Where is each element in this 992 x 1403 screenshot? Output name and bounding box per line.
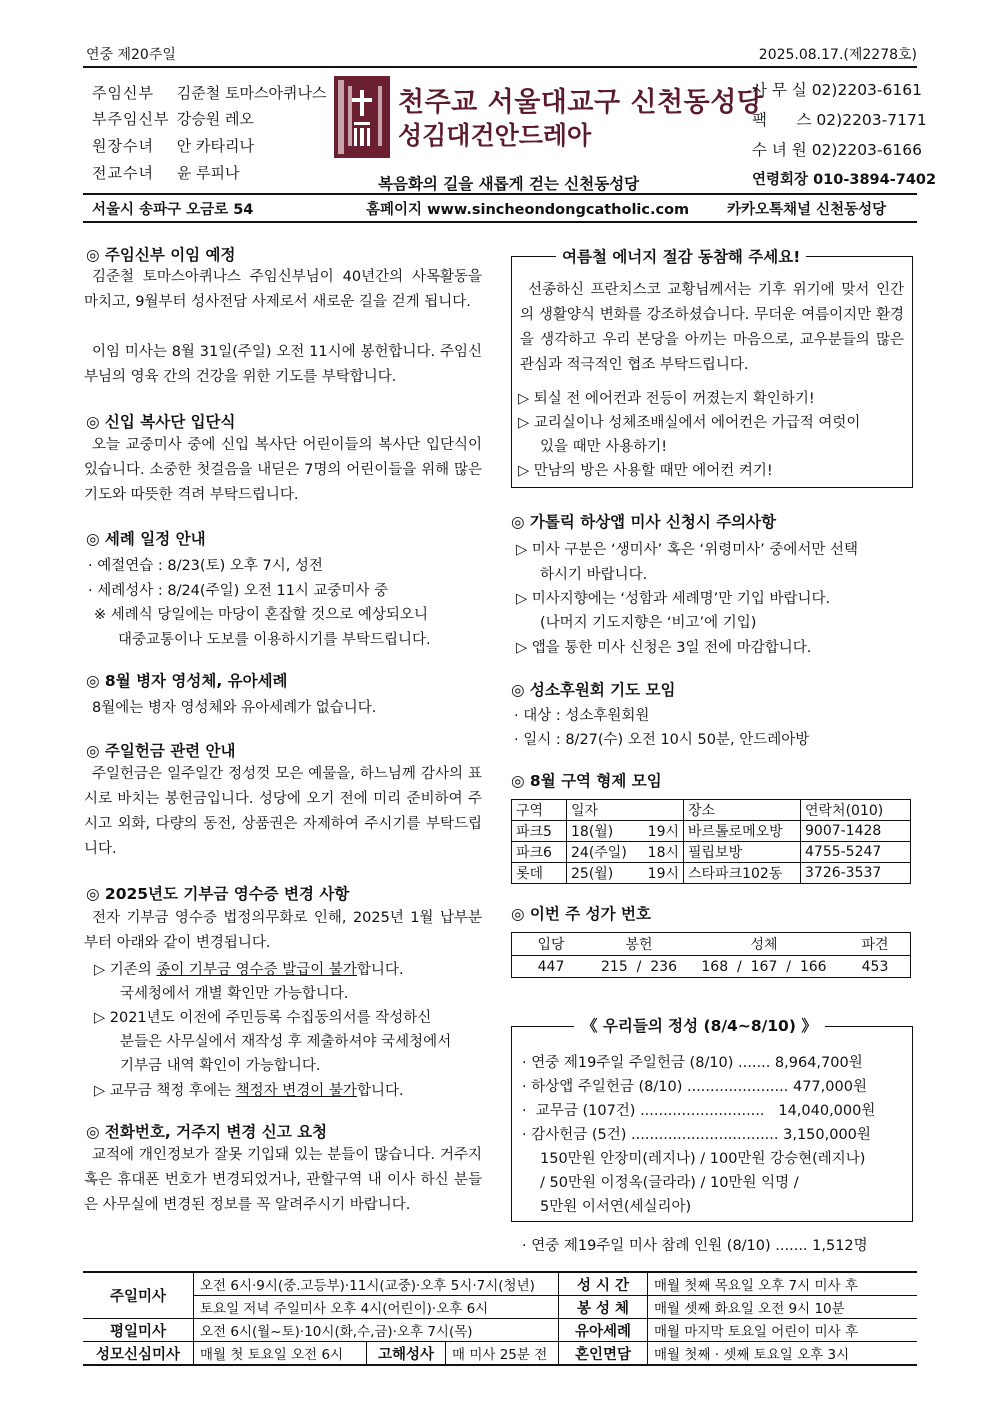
table-cell: 매월 첫째 목요일 오후 7시 미사 후 <box>648 1272 918 1296</box>
section-title-info-change: ◎ 전화번호, 거주지 변경 신고 요청 <box>86 1123 328 1141</box>
paragraph: 8월에는 병자 영성체와 유아세례가 없습니다. <box>92 700 377 716</box>
hymn-table <box>511 932 911 978</box>
parish-patron: 성김대건안드레아 <box>398 121 592 150</box>
paragraph: 주일헌금은 일주일간 정성껏 모은 예물을, 하느님께 감사의 표시로 바치는 봉헌금입니다. 성당에 오기 전에 미리 준비하여 주시고 외화, 다량의 동전, 상품권은 자제하여 주시기를 부탁드립니다. <box>84 766 482 857</box>
offering-title: 《 우리들의 정성 (8/4~8/10) 》 <box>574 1014 825 1036</box>
parish-title: 천주교 서울대교구 신천동성당 <box>398 87 764 118</box>
header-bottom-rule <box>83 221 917 223</box>
bullet-continuation: 기부금 내역 확인이 가능합니다. <box>120 1058 321 1074</box>
table-cell: 파크5 <box>512 821 567 842</box>
bullet-text: ▷ 교무금 책정 후에는 <box>94 1083 236 1099</box>
header-mid-rule <box>83 193 917 195</box>
offering-item: · 교무금 (107건) ........................... 14,040,000원 <box>522 1103 876 1119</box>
contact-fax: 팩 스 02)2203-7171 <box>752 111 927 129</box>
table-cell: 4755-5247 <box>801 842 911 863</box>
section-title-group-meeting: ◎ 8월 구역 형제 모임 <box>511 772 662 790</box>
table-cell: 오전 6시(월~토)·10시(화,수,금)·오후 7시(목) <box>194 1319 559 1342</box>
table-cell: 25(월) <box>567 863 636 884</box>
offering-item: · 하상앱 주일헌금 (8/10) ...................... 477,000원 <box>522 1079 867 1095</box>
table-header: 파견 <box>840 933 911 956</box>
list-item: · 세례성사 : 8/24(주일) 오전 11시 교중미사 중 <box>88 583 389 599</box>
table-row <box>512 842 911 863</box>
parish-address: 서울시 송파구 오금로 54 <box>92 202 254 218</box>
staff-mission <box>92 162 240 183</box>
week-label: 연중 제20주일 <box>86 47 176 63</box>
bullet-continuation: 국세청에서 개별 확인만 가능합니다. <box>120 986 349 1002</box>
bullet <box>94 958 404 979</box>
table-cell: 바르톨로메오방 <box>684 821 801 842</box>
table-cell: 215 / 236 <box>590 956 688 978</box>
bullet: ▷ 미사 구분은 ‘생미사’ 혹은 ‘위령미사’ 중에서만 선택 <box>516 542 858 558</box>
bullet: ▷ 교리실이나 성체조배실에서 에어컨은 가급적 여럿이 <box>518 415 861 431</box>
table-cell: 매월 마지막 토요일 어린이 미사 후 <box>648 1319 918 1342</box>
note: 대중교통이나 도보를 이용하시기를 부탁드립니다. <box>118 632 431 648</box>
parish-logo-icon <box>334 76 390 158</box>
table-label: 봉 성 체 <box>559 1296 648 1319</box>
table-cell: 453 <box>840 956 911 978</box>
section-title-donation-receipt: ◎ 2025년도 기부금 영수증 변경 사항 <box>86 885 350 903</box>
contact-funeral: 연령회장 010-3894-7402 <box>752 172 937 188</box>
parish-homepage[interactable]: 홈페이지 www.sincheondongcatholic.com <box>366 202 690 218</box>
paragraph: 김준철 토마스아퀴나스 주임신부님이 40년간의 사목활동을 마치고, 9월부터 성사전담 사제로서 새로운 길을 걷게 됩니다. <box>84 269 482 310</box>
section-title-hymns: ◎ 이번 주 성가 번호 <box>511 905 651 923</box>
table-header: 입당 <box>512 933 591 956</box>
staff-role: 주임신부 <box>92 84 154 102</box>
table-cell: 18시 <box>635 842 684 863</box>
bullet-text: ▷ 기존의 <box>94 962 157 978</box>
staff-role: 원장수녀 <box>92 137 154 155</box>
underlined-text: 종이 기부금 영수증 발급이 불가 <box>156 962 357 978</box>
table-label: 성모신심미사 <box>83 1342 194 1366</box>
paragraph: 이임 미사는 8월 31일(주일) 오전 11시에 봉헌합니다. 주임신부님의 영육 간의 건강을 위한 기도를 부탁합니다. <box>84 344 482 385</box>
table-header: 봉헌 <box>590 933 688 956</box>
underlined-text: 책정자 변경이 불가 <box>235 1083 357 1099</box>
table-cell: 토요일 저녁 주일미사 오후 4시(어린이)·오후 6시 <box>194 1296 559 1319</box>
section-title-sick-communion: ◎ 8월 병자 영성체, 유아세례 <box>86 672 288 690</box>
table-header: 연락처(010) <box>801 800 911 821</box>
bullet: ▷ 미사지향에는 ‘성함과 세례명’만 기입 바랍니다. <box>516 591 831 607</box>
section-title-offering: ◎ 주일헌금 관련 안내 <box>86 742 236 760</box>
table-row <box>512 821 911 842</box>
section-title-vocation-prayer: ◎ 성소후원회 기도 모임 <box>511 681 676 699</box>
attendance: · 연중 제19주일 미사 참례 인원 (8/10) ....... 1,512명 <box>522 1238 868 1254</box>
contact-office: 사 무 실 02)2203-6161 <box>752 81 922 99</box>
table-row <box>83 1272 917 1296</box>
paragraph: 선종하신 프란치스코 교황님께서는 기후 위기에 맞서 인간의 생활양식 변화를 강조하셨습니다. 무더운 여름이지만 환경을 생각하고 우리 본당을 아끼는 마음으로, 교우분들의 많은 관심과 적극적인 협조 부탁드립니다. <box>520 282 904 373</box>
kakao-channel[interactable]: 카카오톡채널 신천동성당 <box>727 202 887 218</box>
list-item: · 예절연습 : 8/23(토) 오후 7시, 성전 <box>88 558 323 574</box>
table-header: 성체 <box>688 933 840 956</box>
table-header: 구역 <box>512 800 567 821</box>
paragraph: 오늘 교중미사 중에 신입 복사단 어린이들의 복사단 입단식이 있습니다. 소중한 첫걸음을 내딛은 7명의 어린이들을 위해 많은 기도와 따뜻한 격려 부탁드립니다. <box>84 437 482 503</box>
table-cell: 스타파크102동 <box>684 863 801 884</box>
issue-date: 2025.08.17.(제2278호) <box>758 47 917 63</box>
bullet-continuation: 분들은 사무실에서 재작성 후 제출하셔야 국세청에서 <box>120 1034 452 1050</box>
bullet-text: 합니다. <box>356 1083 404 1099</box>
table-row <box>83 1342 917 1366</box>
bullet <box>94 1079 404 1100</box>
table-header-row <box>512 800 911 821</box>
offering-item: · 감사헌금 (5건) ................................ 3,150,000원 <box>522 1127 871 1143</box>
table-label: 성 시 간 <box>559 1272 648 1296</box>
table-cell: 447 <box>512 956 591 978</box>
table-label: 유아세례 <box>559 1319 648 1342</box>
table-cell: 3726-3537 <box>801 863 911 884</box>
contact-convent: 수 녀 원 02)2203-6166 <box>752 141 922 159</box>
bullet: ▷ 만남의 방은 사용할 때만 에어컨 켜기! <box>518 463 773 479</box>
table-cell: 매월 셋째 화요일 오전 9시 10분 <box>648 1296 918 1319</box>
table-cell: 필립보방 <box>684 842 801 863</box>
table-cell: 168 / 167 / 166 <box>688 956 840 978</box>
table-row <box>512 863 911 884</box>
group-meeting-table <box>511 799 911 884</box>
list-item: · 대상 : 성소후원회원 <box>514 708 650 724</box>
list-item: · 일시 : 8/27(수) 오전 10시 50분, 안드레아방 <box>514 732 810 748</box>
staff-name: 안 카타리나 <box>176 137 254 155</box>
note: ※ 세례식 당일에는 마당이 혼잡할 것으로 예상되오니 <box>94 607 428 623</box>
staff-superior <box>92 135 254 156</box>
bullet: ▷ 퇴실 전 에어컨과 전등이 꺼졌는지 확인하기! <box>518 391 815 407</box>
parish-slogan: 복음화의 길을 새롭게 걷는 신천동성당 <box>378 175 640 193</box>
table-cell: 매월 첫째 · 셋째 토요일 오후 3시 <box>648 1342 918 1366</box>
table-cell: 롯데 <box>512 863 567 884</box>
section-title-altar-servers: ◎ 신입 복사단 입단식 <box>86 413 236 431</box>
energy-notice-title: 여름철 에너지 절감 동참해 주세요! <box>556 245 806 267</box>
bullet-text: 합니다. <box>356 962 404 978</box>
table-label: 고해성사 <box>367 1342 446 1366</box>
table-cell: 18(월) <box>567 821 636 842</box>
paragraph: 전자 기부금 영수증 법정의무화로 인해, 2025년 1월 납부분부터 아래와 같이 변경됩니다. <box>84 910 482 951</box>
staff-assistant <box>92 108 254 129</box>
staff-name: 윤 루피나 <box>176 164 240 182</box>
offering-detail: / 50만원 이정옥(글라라) / 10만원 익명 / <box>540 1175 799 1191</box>
bullet: ▷ 앱을 통한 미사 신청은 3일 전에 마감합니다. <box>516 640 812 656</box>
staff-role: 전교수녀 <box>92 164 154 182</box>
table-cell: 매 미사 25분 전 <box>446 1342 559 1366</box>
table-cell: 19시 <box>635 863 684 884</box>
offering-detail: 5만원 이서연(세실리아) <box>540 1199 692 1215</box>
bullet: ▷ 2021년도 이전에 주민등록 수집동의서를 작성하신 <box>94 1010 432 1026</box>
table-header: 일자 <box>567 800 684 821</box>
table-cell: 파크6 <box>512 842 567 863</box>
bullet-continuation: 있을 때만 사용하기! <box>540 439 668 455</box>
table-label: 주일미사 <box>83 1272 194 1319</box>
section-title-pastor-farewell: ◎ 주임신부 이임 예정 <box>86 246 236 264</box>
table-cell: 24(주일) <box>567 842 636 863</box>
staff-role: 부주임신부 <box>92 110 170 128</box>
table-label: 혼인면담 <box>559 1342 648 1366</box>
offering-item: · 연중 제19주일 주일헌금 (8/10) ....... 8,964,700원 <box>522 1055 863 1071</box>
table-row <box>83 1296 917 1319</box>
table-row <box>512 956 911 978</box>
table-row <box>83 1319 917 1342</box>
table-cell: 9007-1428 <box>801 821 911 842</box>
table-label: 평일미사 <box>83 1319 194 1342</box>
staff-name: 김준철 토마스아퀴나스 <box>176 84 327 102</box>
section-title-app-mass: ◎ 가톨릭 하상앱 미사 신청시 주의사항 <box>511 513 777 531</box>
bullet-continuation: 하시기 바랍니다. <box>540 567 648 583</box>
staff-name: 강승원 레오 <box>176 110 254 128</box>
header-top-rule <box>83 66 917 68</box>
table-cell: 오전 6시·9시(중.고등부)·11시(교중)·오후 5시·7시(청년) <box>194 1272 559 1296</box>
table-cell: 19시 <box>635 821 684 842</box>
offering-detail: 150만원 안장미(레지나) / 100만원 강승현(레지나) <box>540 1151 866 1167</box>
mass-schedule-table <box>83 1271 917 1366</box>
paragraph: 교적에 개인정보가 잘못 기입돼 있는 분들이 많습니다. 거주지 혹은 휴대폰 번호가 변경되었거나, 관할구역 내 이사 하신 분들은 사무실에 변경된 정보를 꼭 알려주시기 바랍니다. <box>84 1147 482 1213</box>
section-title-baptism: ◎ 세례 일정 안내 <box>86 530 206 548</box>
staff-pastor <box>92 82 326 103</box>
bullet-continuation: (나머지 기도지향은 ‘비고’에 기입) <box>540 615 757 631</box>
table-header-row <box>512 933 911 956</box>
table-header: 장소 <box>684 800 801 821</box>
table-cell: 매월 첫 토요일 오전 6시 <box>194 1342 367 1366</box>
